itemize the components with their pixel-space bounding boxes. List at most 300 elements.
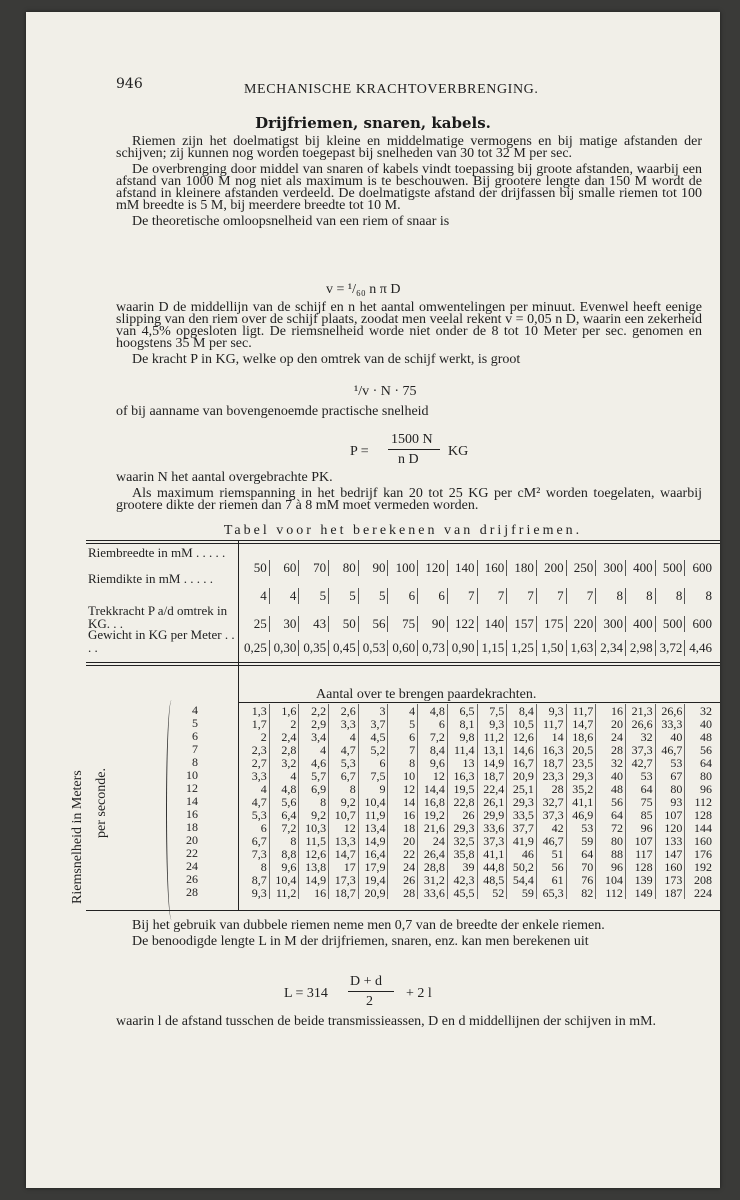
hp-cell: 67 (656, 769, 686, 782)
hp-cell: 35,8 (448, 847, 478, 860)
cell: 0,53 (359, 640, 389, 656)
row-gewicht (240, 640, 714, 656)
cell: 1,50 (537, 640, 567, 656)
hp-cell: 20,5 (567, 743, 597, 756)
hp-cell: 37,3 (537, 808, 567, 821)
cell: 90 (359, 560, 389, 576)
hp-cell: 52 (478, 886, 508, 899)
hp-cell: 4 (388, 704, 418, 717)
cell: 122 (448, 616, 478, 632)
hp-cell: 46,9 (567, 808, 597, 821)
hp-cell: 6 (418, 717, 448, 730)
table-row (240, 834, 714, 847)
hp-cell: 88 (596, 847, 626, 860)
speed-value: 24 (186, 859, 198, 873)
formula-P-den: n D (398, 452, 419, 467)
speed-value: 20 (186, 833, 198, 847)
paragraph: waarin N het aantal overgebrachte PK. (116, 470, 333, 485)
hp-cell: 3,3 (329, 717, 359, 730)
hp-cell: 82 (567, 886, 597, 899)
cell: 8 (656, 588, 686, 604)
hp-cell: 13,4 (359, 821, 389, 834)
hp-cell: 33,6 (418, 886, 448, 899)
hp-cell: 24 (596, 730, 626, 743)
speed-value: 22 (186, 846, 198, 860)
cell: 220 (567, 616, 597, 632)
hp-cell: 7,2 (418, 730, 448, 743)
hp-cell: 17 (329, 860, 359, 873)
hp-cell: 8 (270, 834, 300, 847)
cell: 1,63 (567, 640, 597, 656)
cell: 0,90 (448, 640, 478, 656)
page-number: 946 (116, 76, 143, 92)
table-row (240, 860, 714, 873)
hp-cell: 65,3 (537, 886, 567, 899)
table-row (240, 782, 714, 795)
cell: 60 (270, 560, 300, 576)
hp-cell: 12,6 (299, 847, 329, 860)
hp-cell: 8,4 (507, 704, 537, 717)
formula-L-den: 2 (366, 994, 373, 1009)
cell: 1,15 (478, 640, 508, 656)
hp-cell: 224 (694, 886, 712, 900)
hp-cell: 133 (656, 834, 686, 847)
hp-cell: 4,7 (240, 795, 270, 808)
cell: 0,25 (240, 640, 270, 656)
hp-cell: 26 (448, 808, 478, 821)
hp-cell: 14 (388, 795, 418, 808)
hp-cell: 9,2 (299, 808, 329, 821)
table-row (240, 821, 714, 834)
paragraph: Riemen zijn het doelmatigst bij kleine en middelmatige vermogens en bij matige afstanden der schijven; zij kunnen nog worden toegepast bij snelheden van 30 tot 32 M per sec. (116, 134, 702, 161)
hp-cell: 147 (656, 847, 686, 860)
cell: 6 (418, 588, 448, 604)
speed-value: 18 (186, 820, 198, 834)
hp-cell: 56 (700, 743, 712, 757)
formula-force: ¹/v · N · 75 (354, 384, 417, 399)
hp-cell: 96 (596, 860, 626, 873)
hp-cell: 12 (388, 782, 418, 795)
hp-cell: 9,6 (418, 756, 448, 769)
hp-cell: 59 (567, 834, 597, 847)
hp-cell: 54,4 (507, 873, 537, 886)
hp-cell: 3 (359, 704, 389, 717)
hp-cell: 56 (537, 860, 567, 873)
hp-cell: 20,9 (359, 886, 389, 899)
hp-cell: 61 (537, 873, 567, 886)
speed-value: 5 (192, 716, 198, 730)
hp-cell: 53 (656, 756, 686, 769)
cell: 400 (626, 616, 656, 632)
hp-cell: 176 (694, 847, 712, 861)
final-text (116, 1016, 702, 1032)
cell: 3,72 (656, 640, 686, 656)
cell: 4 (270, 588, 300, 604)
cell: 30 (270, 616, 300, 632)
hp-cell: 17,3 (329, 873, 359, 886)
hp-cell: 18,7 (329, 886, 359, 899)
hp-cell: 14,4 (418, 782, 448, 795)
hp-cell: 8,7 (240, 873, 270, 886)
row-trekkracht (240, 616, 714, 632)
hp-cell: 6,4 (270, 808, 300, 821)
table-row (240, 873, 714, 886)
hp-cell: 11,9 (359, 808, 389, 821)
cell: 157 (507, 616, 537, 632)
hp-cell: 16,3 (448, 769, 478, 782)
hp-cell: 13 (448, 756, 478, 769)
cell: 90 (418, 616, 448, 632)
label-column-divider (238, 540, 239, 676)
hp-cell: 37,3 (478, 834, 508, 847)
hp-cell: 4 (299, 743, 329, 756)
hp-cell: 139 (626, 873, 656, 886)
hp-cell: 72 (596, 821, 626, 834)
hp-cell: 4,8 (418, 704, 448, 717)
hp-cell: 37,3 (626, 743, 656, 756)
hp-cell: 85 (626, 808, 656, 821)
hp-cell: 4,8 (270, 782, 300, 795)
hp-cell: 8 (240, 860, 270, 873)
paragraph: waarin l de afstand tusschen de beide transmissieassen, D en d middellijnen der schijven in mM. (116, 1014, 657, 1029)
hp-cell: 5 (388, 717, 418, 730)
hp-cell: 32 (626, 730, 656, 743)
cell: 6 (388, 588, 418, 604)
fraction-bar (348, 991, 394, 992)
hp-cell: 26 (388, 873, 418, 886)
hp-cell: 16 (596, 704, 626, 717)
hp-cell: 35,2 (567, 782, 597, 795)
label-trekkracht: Trekkracht P a/d omtrek in KG. . . (88, 603, 228, 631)
hp-cell: 53 (626, 769, 656, 782)
hp-cell: 21,3 (626, 704, 656, 717)
cell: 500 (656, 616, 686, 632)
paragraph: waarin D de middellijn van de schijf en n het aantal omwentelingen per minuut. Evenwel heeft eenige slipping van den riem over de schijf plaats, zoodat men veelal rekent v = 0,05 n D, waarin een zekerheid van 4,5% opgesloten ligt. De riemsnelheid worde niet onder de 8 tot 10 Meter per sec. genomen en hoogstens 35 M per sec. (116, 300, 702, 351)
speed-label-unit: per seconde. (94, 768, 109, 838)
hp-cell: 6,7 (240, 834, 270, 847)
formula-L-left: L = 314 (284, 986, 328, 1001)
hp-cell: 104 (596, 873, 626, 886)
hp-cell: 160 (656, 860, 686, 873)
hp-cell: 8 (388, 756, 418, 769)
speed-value: 16 (186, 807, 198, 821)
closing-text (116, 920, 702, 952)
hp-cell: 37,7 (507, 821, 537, 834)
cell: 1,25 (507, 640, 537, 656)
cell: 100 (388, 560, 418, 576)
formula-L-num: D + d (350, 974, 383, 989)
subheader-rule (238, 702, 720, 703)
hp-cell: 112 (596, 886, 626, 899)
hp-cell: 187 (656, 886, 686, 899)
hp-cell: 19,5 (448, 782, 478, 795)
hp-cell: 11,4 (448, 743, 478, 756)
hp-cell: 2,9 (299, 717, 329, 730)
cell: 8 (596, 588, 626, 604)
hp-cell: 6 (240, 821, 270, 834)
table-bottom-rule (86, 910, 720, 911)
hp-cell: 5,3 (329, 756, 359, 769)
hp-cell: 192 (694, 860, 712, 874)
hp-cell: 80 (656, 782, 686, 795)
hp-cell: 28 (388, 886, 418, 899)
hp-cell: 29,3 (507, 795, 537, 808)
paragraph: Als maximum riemspanning in het bedrijf kan 20 tot 25 KG per cM² worden toegelaten, waarbij grootere dikte der riemen dan 7 à 8 mM moet vermeden worden. (116, 486, 702, 513)
hp-cell: 11,7 (537, 717, 567, 730)
hp-cell: 28,8 (418, 860, 448, 873)
paragraph: De overbrenging door middel van snaren of kabels vindt toepassing bij groote afstanden, waarbij een afstand van 1000 M nog niet als maximum is te beschouwen. Bij grootere lengte dan 150 M wordt de afstand in kleinere afstanden verdeeld. De doelmatigste afstand der drijfassen bij smalle riemen tot 100 mM breedte is 5 M, bij meerdere breedte tot 10 M. (116, 162, 702, 213)
hp-cell: 26,6 (656, 704, 686, 717)
hp-cell: 16,3 (537, 743, 567, 756)
hp-cell: 12 (329, 821, 359, 834)
cell: 200 (537, 560, 567, 576)
hp-cell: 107 (626, 834, 656, 847)
cell: 56 (359, 616, 389, 632)
cell: 4,46 (689, 640, 712, 655)
hp-cell: 40 (596, 769, 626, 782)
book-page (26, 12, 720, 1188)
table-caption: Tabel voor het berekenen van drijfriemen. (223, 523, 583, 538)
hp-cell: 50,2 (507, 860, 537, 873)
hp-cell: 32,5 (448, 834, 478, 847)
hp-cell: 20 (388, 834, 418, 847)
hp-cell: 7,5 (359, 769, 389, 782)
hp-cell: 107 (656, 808, 686, 821)
hp-table (240, 704, 714, 899)
hp-cell: 18 (388, 821, 418, 834)
hp-cell: 20 (596, 717, 626, 730)
hp-cell: 4,7 (329, 743, 359, 756)
hp-cell: 28 (596, 743, 626, 756)
max-text (116, 472, 702, 516)
hp-cell: 8,1 (448, 717, 478, 730)
cell: 0,45 (329, 640, 359, 656)
hp-cell: 64 (626, 782, 656, 795)
hp-cell: 11,5 (299, 834, 329, 847)
hp-cell: 8 (329, 782, 359, 795)
hp-cell: 9 (359, 782, 389, 795)
formula-P-unit: KG (448, 444, 469, 459)
cell: 600 (692, 616, 712, 631)
hp-cell: 29,3 (448, 821, 478, 834)
hp-cell: 16 (299, 886, 329, 899)
hp-cell: 16,4 (359, 847, 389, 860)
hp-cell: 2,3 (240, 743, 270, 756)
cell: 8 (705, 588, 712, 603)
hp-cell: 10,5 (507, 717, 537, 730)
speed-value: 28 (186, 885, 198, 899)
hp-cell: 9,3 (478, 717, 508, 730)
hp-cell: 17,9 (359, 860, 389, 873)
hp-cell: 41,1 (478, 847, 508, 860)
hp-cell: 10,4 (270, 873, 300, 886)
hp-cell: 8,8 (270, 847, 300, 860)
cell: 0,73 (418, 640, 448, 656)
hp-cell: 1,6 (270, 704, 300, 717)
hp-cell: 33,3 (656, 717, 686, 730)
hp-cell: 32 (700, 704, 712, 718)
label-gewicht: Gewicht in KG per Meter . . . . (88, 627, 235, 655)
hp-cell: 14,7 (567, 717, 597, 730)
hp-cell: 117 (626, 847, 656, 860)
formula-v: v = ¹/₆₀ n π D (326, 282, 401, 297)
cell: 5 (359, 588, 389, 604)
hp-cell: 7,5 (478, 704, 508, 717)
hp-cell: 16,8 (418, 795, 448, 808)
hp-cell: 41,9 (507, 834, 537, 847)
cell: 80 (329, 560, 359, 576)
cell: 7 (537, 588, 567, 604)
hp-cell: 70 (567, 860, 597, 873)
hp-cell: 64 (596, 808, 626, 821)
table-row (240, 795, 714, 808)
hp-cell: 24 (388, 860, 418, 873)
cell: 180 (507, 560, 537, 576)
hp-cell: 56 (596, 795, 626, 808)
table-row (240, 847, 714, 860)
speed-value: 4 (192, 703, 198, 717)
hp-cell: 48 (700, 730, 712, 744)
cell: 0,35 (299, 640, 329, 656)
hp-cell: 14 (537, 730, 567, 743)
table-row (240, 886, 714, 899)
hp-cell: 11,2 (270, 886, 300, 899)
cell: 70 (299, 560, 329, 576)
formula-P-num: 1500 N (391, 432, 433, 447)
hp-cell: 22 (388, 847, 418, 860)
hp-cell: 75 (626, 795, 656, 808)
hp-cell: 128 (626, 860, 656, 873)
hp-cell: 20,9 (507, 769, 537, 782)
hp-cell: 173 (656, 873, 686, 886)
cell: 43 (299, 616, 329, 632)
table-row (240, 808, 714, 821)
hp-cell: 96 (626, 821, 656, 834)
hp-cell: 23,5 (567, 756, 597, 769)
cell: 2,98 (626, 640, 656, 656)
paragraph: De kracht P in KG, welke op den omtrek van de schijf werkt, is groot (132, 352, 521, 367)
hp-cell: 33,5 (507, 808, 537, 821)
hp-cell: 5,6 (270, 795, 300, 808)
cell: 5 (329, 588, 359, 604)
hp-cell: 6,5 (448, 704, 478, 717)
cell: 75 (388, 616, 418, 632)
hp-cell: 8,4 (418, 743, 448, 756)
hp-cell: 6 (388, 730, 418, 743)
hp-cell: 4 (329, 730, 359, 743)
hp-cell: 46,7 (537, 834, 567, 847)
hp-cell: 9,3 (240, 886, 270, 899)
speed-value: 14 (186, 794, 198, 808)
hp-cell: 23,3 (537, 769, 567, 782)
label-breedte: Riembreedte in mM . . . . . (88, 545, 226, 560)
hp-cell: 48 (596, 782, 626, 795)
table-row (240, 730, 714, 743)
hp-cell: 42,3 (448, 873, 478, 886)
hp-cell: 6 (359, 756, 389, 769)
hp-cell: 2,2 (299, 704, 329, 717)
table-row (240, 756, 714, 769)
hp-cell: 11,2 (478, 730, 508, 743)
hp-cell: 112 (694, 795, 712, 809)
hp-cell: 149 (626, 886, 656, 899)
table-row (240, 704, 714, 717)
hp-cell: 26,1 (478, 795, 508, 808)
hp-cell: 22,4 (478, 782, 508, 795)
cell: 7 (567, 588, 597, 604)
hp-cell: 26,6 (626, 717, 656, 730)
speed-value: 7 (192, 742, 198, 756)
cell: 120 (418, 560, 448, 576)
hp-cell: 5,3 (240, 808, 270, 821)
hp-cell: 33,6 (478, 821, 508, 834)
hp-cell: 31,2 (418, 873, 448, 886)
cell: 5 (299, 588, 329, 604)
speed-value: 8 (192, 755, 198, 769)
hp-cell: 2 (240, 730, 270, 743)
hp-cell: 2,4 (270, 730, 300, 743)
hp-cell: 7 (388, 743, 418, 756)
hp-cell: 5,2 (359, 743, 389, 756)
cell: 300 (596, 560, 626, 576)
cell: 175 (537, 616, 567, 632)
hp-cell: 120 (656, 821, 686, 834)
hp-cell: 7,2 (270, 821, 300, 834)
hp-cell: 160 (694, 834, 712, 848)
speed-label: Riemsnelheid in Meters (70, 770, 85, 904)
hp-cell: 4 (270, 769, 300, 782)
speed-value: 26 (186, 872, 198, 886)
hp-cell: 19,2 (418, 808, 448, 821)
hp-cell: 40 (700, 717, 712, 731)
hp-cell: 10,7 (329, 808, 359, 821)
hp-cell: 2,8 (270, 743, 300, 756)
fraction-bar (388, 449, 440, 450)
hp-cell: 14,9 (299, 873, 329, 886)
formula-L-right: + 2 l (406, 986, 432, 1001)
hp-cell: 2,7 (240, 756, 270, 769)
hp-cell: 2,6 (329, 704, 359, 717)
hp-cell: 1,7 (240, 717, 270, 730)
cell: 8 (626, 588, 656, 604)
section-title: Drijfriemen, snaren, kabels. (255, 114, 491, 132)
hp-cell: 14,6 (507, 743, 537, 756)
velocity-text (116, 302, 702, 370)
row-breedte (240, 560, 714, 576)
hp-cell: 18,7 (478, 769, 508, 782)
hp-cell: 10 (388, 769, 418, 782)
hp-cell: 128 (694, 808, 712, 822)
hp-cell: 46 (507, 847, 537, 860)
hp-cell: 8 (299, 795, 329, 808)
running-head: MECHANISCHE KRACHTOVERBRENGING. (244, 82, 539, 97)
speed-value: 12 (186, 781, 198, 795)
cell: 50 (329, 616, 359, 632)
hp-cell: 6,9 (299, 782, 329, 795)
speed-value: 10 (186, 768, 198, 782)
hp-cell: 18,6 (567, 730, 597, 743)
hp-subheader: Aantal over te brengen paardekrachten. (316, 687, 537, 702)
hp-cell: 144 (694, 821, 712, 835)
hp-cell: 32,7 (537, 795, 567, 808)
hp-cell: 46,7 (656, 743, 686, 756)
table-row (240, 769, 714, 782)
hp-cell: 14,9 (478, 756, 508, 769)
hp-cell: 29,9 (478, 808, 508, 821)
hp-cell: 2 (270, 717, 300, 730)
hp-cell: 80 (700, 769, 712, 783)
hp-cell: 64 (567, 847, 597, 860)
